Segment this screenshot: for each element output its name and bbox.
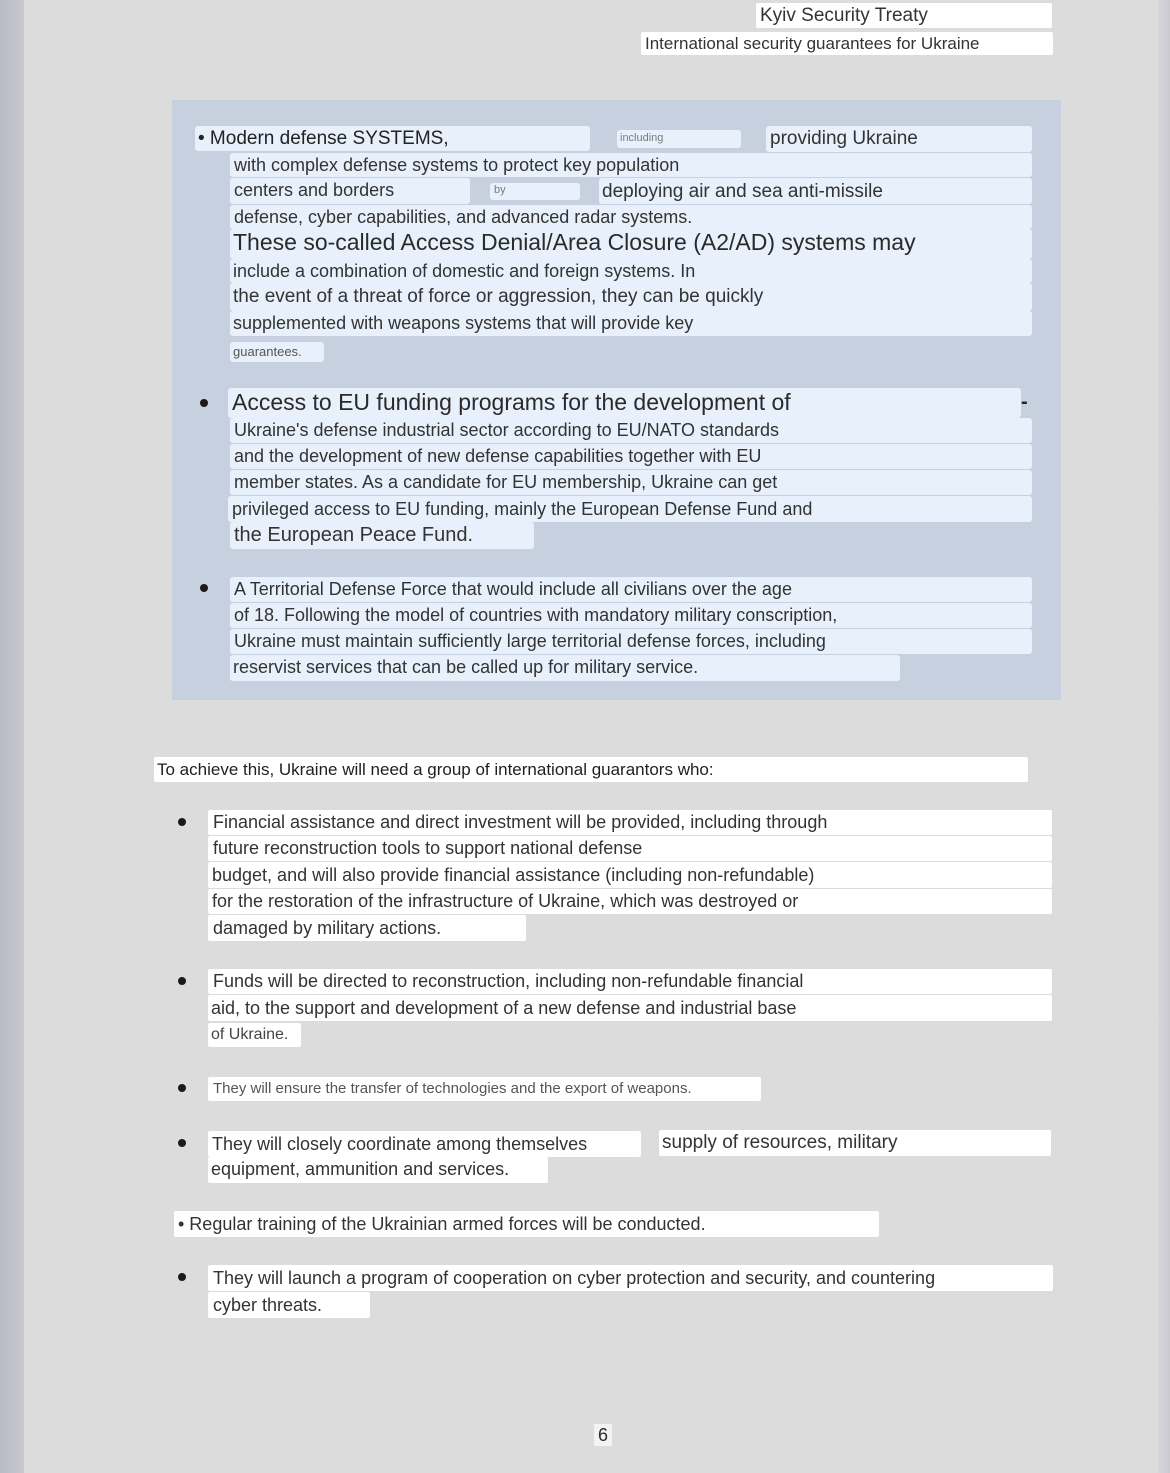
eu-funding-line3: and the development of new defense capabilities together with EU — [230, 444, 1032, 469]
window-right-edge — [1158, 0, 1170, 1473]
financial-assistance-line2: future reconstruction tools to support national defense — [208, 836, 1052, 861]
defense-systems-line8: supplemented with weapons systems that will provide key — [230, 311, 1032, 336]
coordination-line1-end: supply of resources, military — [659, 1130, 1051, 1156]
defense-systems-heading: • Modern defense SYSTEMS, — [195, 126, 590, 151]
reconstruction-funds-line1: Funds will be directed to reconstruction, including non-refundable financial — [208, 969, 1052, 994]
defense-systems-line1-tail: providing Ukraine — [766, 126, 1032, 152]
page-number: 6 — [594, 1424, 612, 1446]
cyber-cooperation-line1: They will launch a program of cooperation on cyber protection and security, and countering — [208, 1265, 1053, 1291]
territorial-defense-line3: Ukraine must maintain sufficiently large territorial defense forces, including — [230, 629, 1032, 654]
eu-funding-line1: Access to EU funding programs for the development of — [228, 388, 1021, 418]
territorial-defense-line1: A Territorial Defense Force that would include all civilians over the age — [230, 577, 1032, 602]
bullet-coordination — [178, 1139, 186, 1147]
guarantors-intro: To achieve this, Ukraine will need a group of international guarantors who: — [154, 757, 1028, 782]
eu-funding-line2: Ukraine's defense industrial sector according to EU/NATO standards — [230, 418, 1032, 443]
word-by: by — [490, 183, 580, 200]
window-left-edge — [0, 0, 24, 1473]
word-including: including — [617, 130, 741, 148]
eu-funding-line4: member states. As a candidate for EU membership, Ukraine can get — [230, 470, 1032, 495]
territorial-defense-line2: of 18. Following the model of countries with mandatory military conscription, — [230, 603, 1032, 628]
reconstruction-funds-line2: aid, to the support and development of a new defense and industrial base — [208, 995, 1052, 1021]
financial-assistance-line4: for the restoration of the infrastructure of Ukraine, which was destroyed or — [208, 889, 1052, 914]
defense-systems-line3-tail: deploying air and sea anti-missile — [599, 178, 1032, 204]
regular-training-line: • Regular training of the Ukrainian armed forces will be conducted. — [174, 1211, 879, 1237]
bullet-eu-funding — [200, 399, 208, 407]
bullet-cyber-cooperation — [178, 1273, 186, 1281]
defense-systems-line3: centers and borders — [230, 178, 470, 204]
bullet-reconstruction-funds — [178, 977, 186, 985]
technology-transfer-line1: They will ensure the transfer of technologies and the export of weapons. — [208, 1077, 761, 1101]
bullet-financial-assistance — [178, 818, 186, 826]
territorial-defense-line4: reservist services that can be called up for military service. — [230, 655, 900, 681]
financial-assistance-line5: damaged by military actions. — [208, 915, 526, 941]
eu-funding-line6: the European Peace Fund. — [230, 522, 534, 549]
defense-systems-line7: the event of a threat of force or aggression, they can be quickly — [230, 283, 1032, 311]
financial-assistance-line3: budget, and will also provide financial assistance (including non-refundable) — [208, 862, 1052, 888]
bullet-technology-transfer — [178, 1084, 186, 1092]
defense-systems-line2: with complex defense systems to protect key population — [230, 153, 1032, 177]
document-subtitle: International security guarantees for Ukraine — [641, 32, 1053, 55]
financial-assistance-line1: Financial assistance and direct investment will be provided, including through — [208, 810, 1052, 835]
coordination-line2: equipment, ammunition and services. — [208, 1157, 548, 1183]
defense-systems-line5: These so-called Access Denial/Area Closure (A2/AD) systems may — [230, 229, 1032, 259]
document-title: Kyiv Security Treaty — [756, 3, 1052, 28]
eu-funding-line5: privileged access to EU funding, mainly the European Defense Fund and — [228, 496, 1032, 522]
defense-systems-line9: guarantees. — [230, 342, 324, 362]
defense-systems-line4: defense, cyber capabilities, and advanced radar systems. — [230, 205, 1032, 229]
eu-funding-dash: - — [1021, 392, 1028, 413]
reconstruction-funds-line3: of Ukraine. — [208, 1023, 301, 1047]
defense-systems-line6: include a combination of domestic and foreign systems. In — [230, 259, 1032, 283]
coordination-line1-start: They will closely coordinate among themselves — [208, 1131, 641, 1157]
bullet-territorial-defense — [200, 584, 208, 592]
cyber-cooperation-line2: cyber threats. — [208, 1292, 370, 1318]
